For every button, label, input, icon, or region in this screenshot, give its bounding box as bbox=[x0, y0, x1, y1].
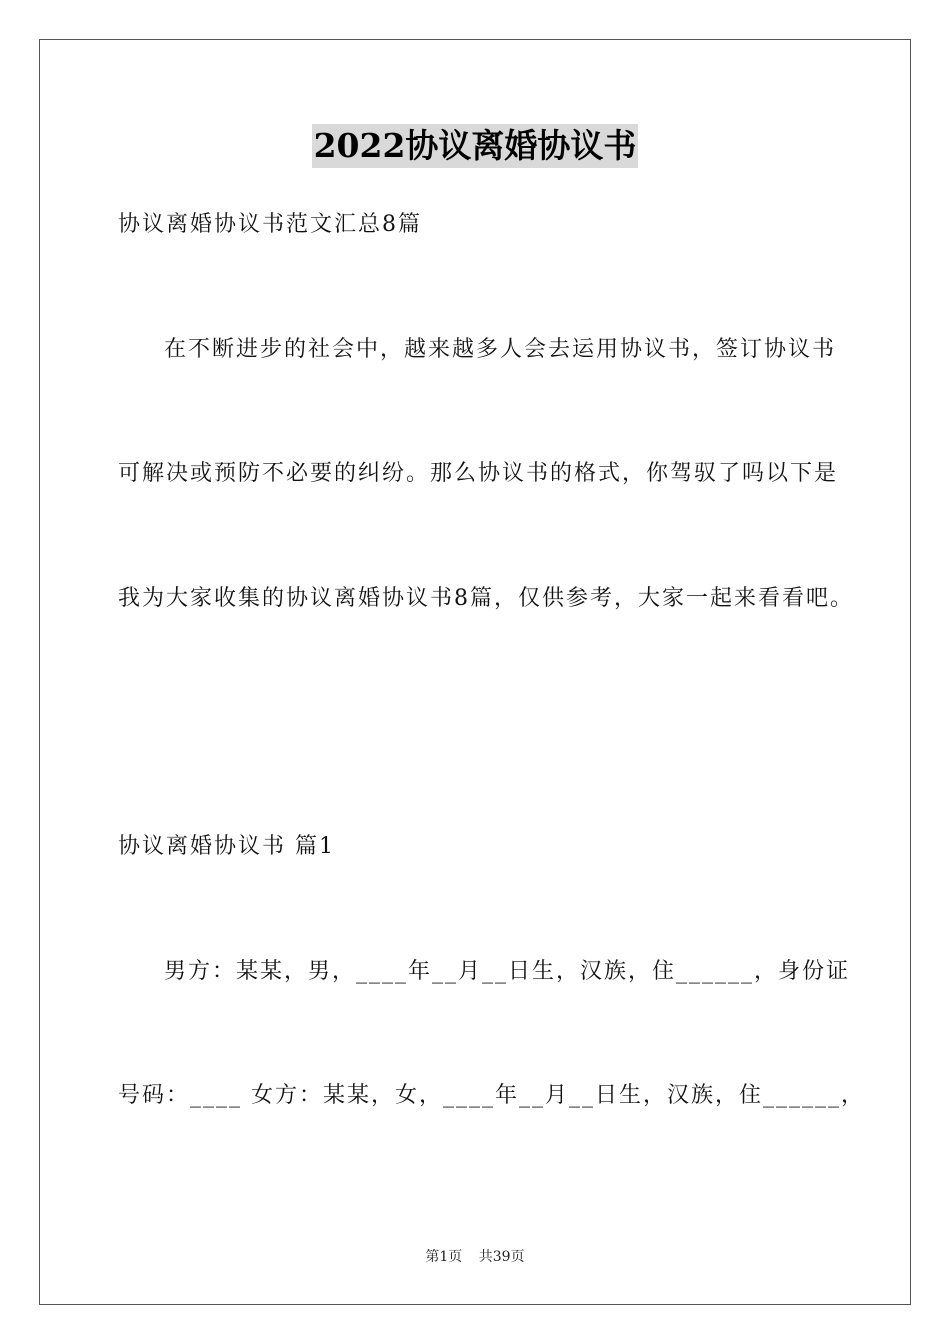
document-subtitle: 协议离婚协议书范文汇总8篇 bbox=[118, 212, 422, 237]
intro-line-2: 可解决或预防不必要的纠纷。那么协议书的格式，你驾驭了吗以下是 bbox=[118, 461, 839, 486]
intro-line-3: 我为大家收集的协议离婚协议书8篇，仅供参考，大家一起来看看吧。 bbox=[118, 586, 854, 611]
title-wrap bbox=[0, 124, 950, 168]
page-number-current: 第1页 bbox=[425, 1249, 463, 1265]
body-line-1: 男方：某某，男，____年__月__日生，汉族，住______，身份证 bbox=[164, 959, 851, 984]
intro-line-1: 在不断进步的社会中，越来越多人会去运用协议书，签订协议书 bbox=[164, 337, 837, 362]
page-footer bbox=[0, 1247, 950, 1267]
body-line-2: 号码：____ 女方：某某，女，____年__月__日生，汉族，住______， bbox=[118, 1083, 865, 1108]
document-title: 2022协议离婚协议书 bbox=[312, 124, 639, 168]
section-heading: 协议离婚协议书 篇1 bbox=[118, 834, 335, 859]
page-number-total: 共39页 bbox=[478, 1249, 525, 1265]
